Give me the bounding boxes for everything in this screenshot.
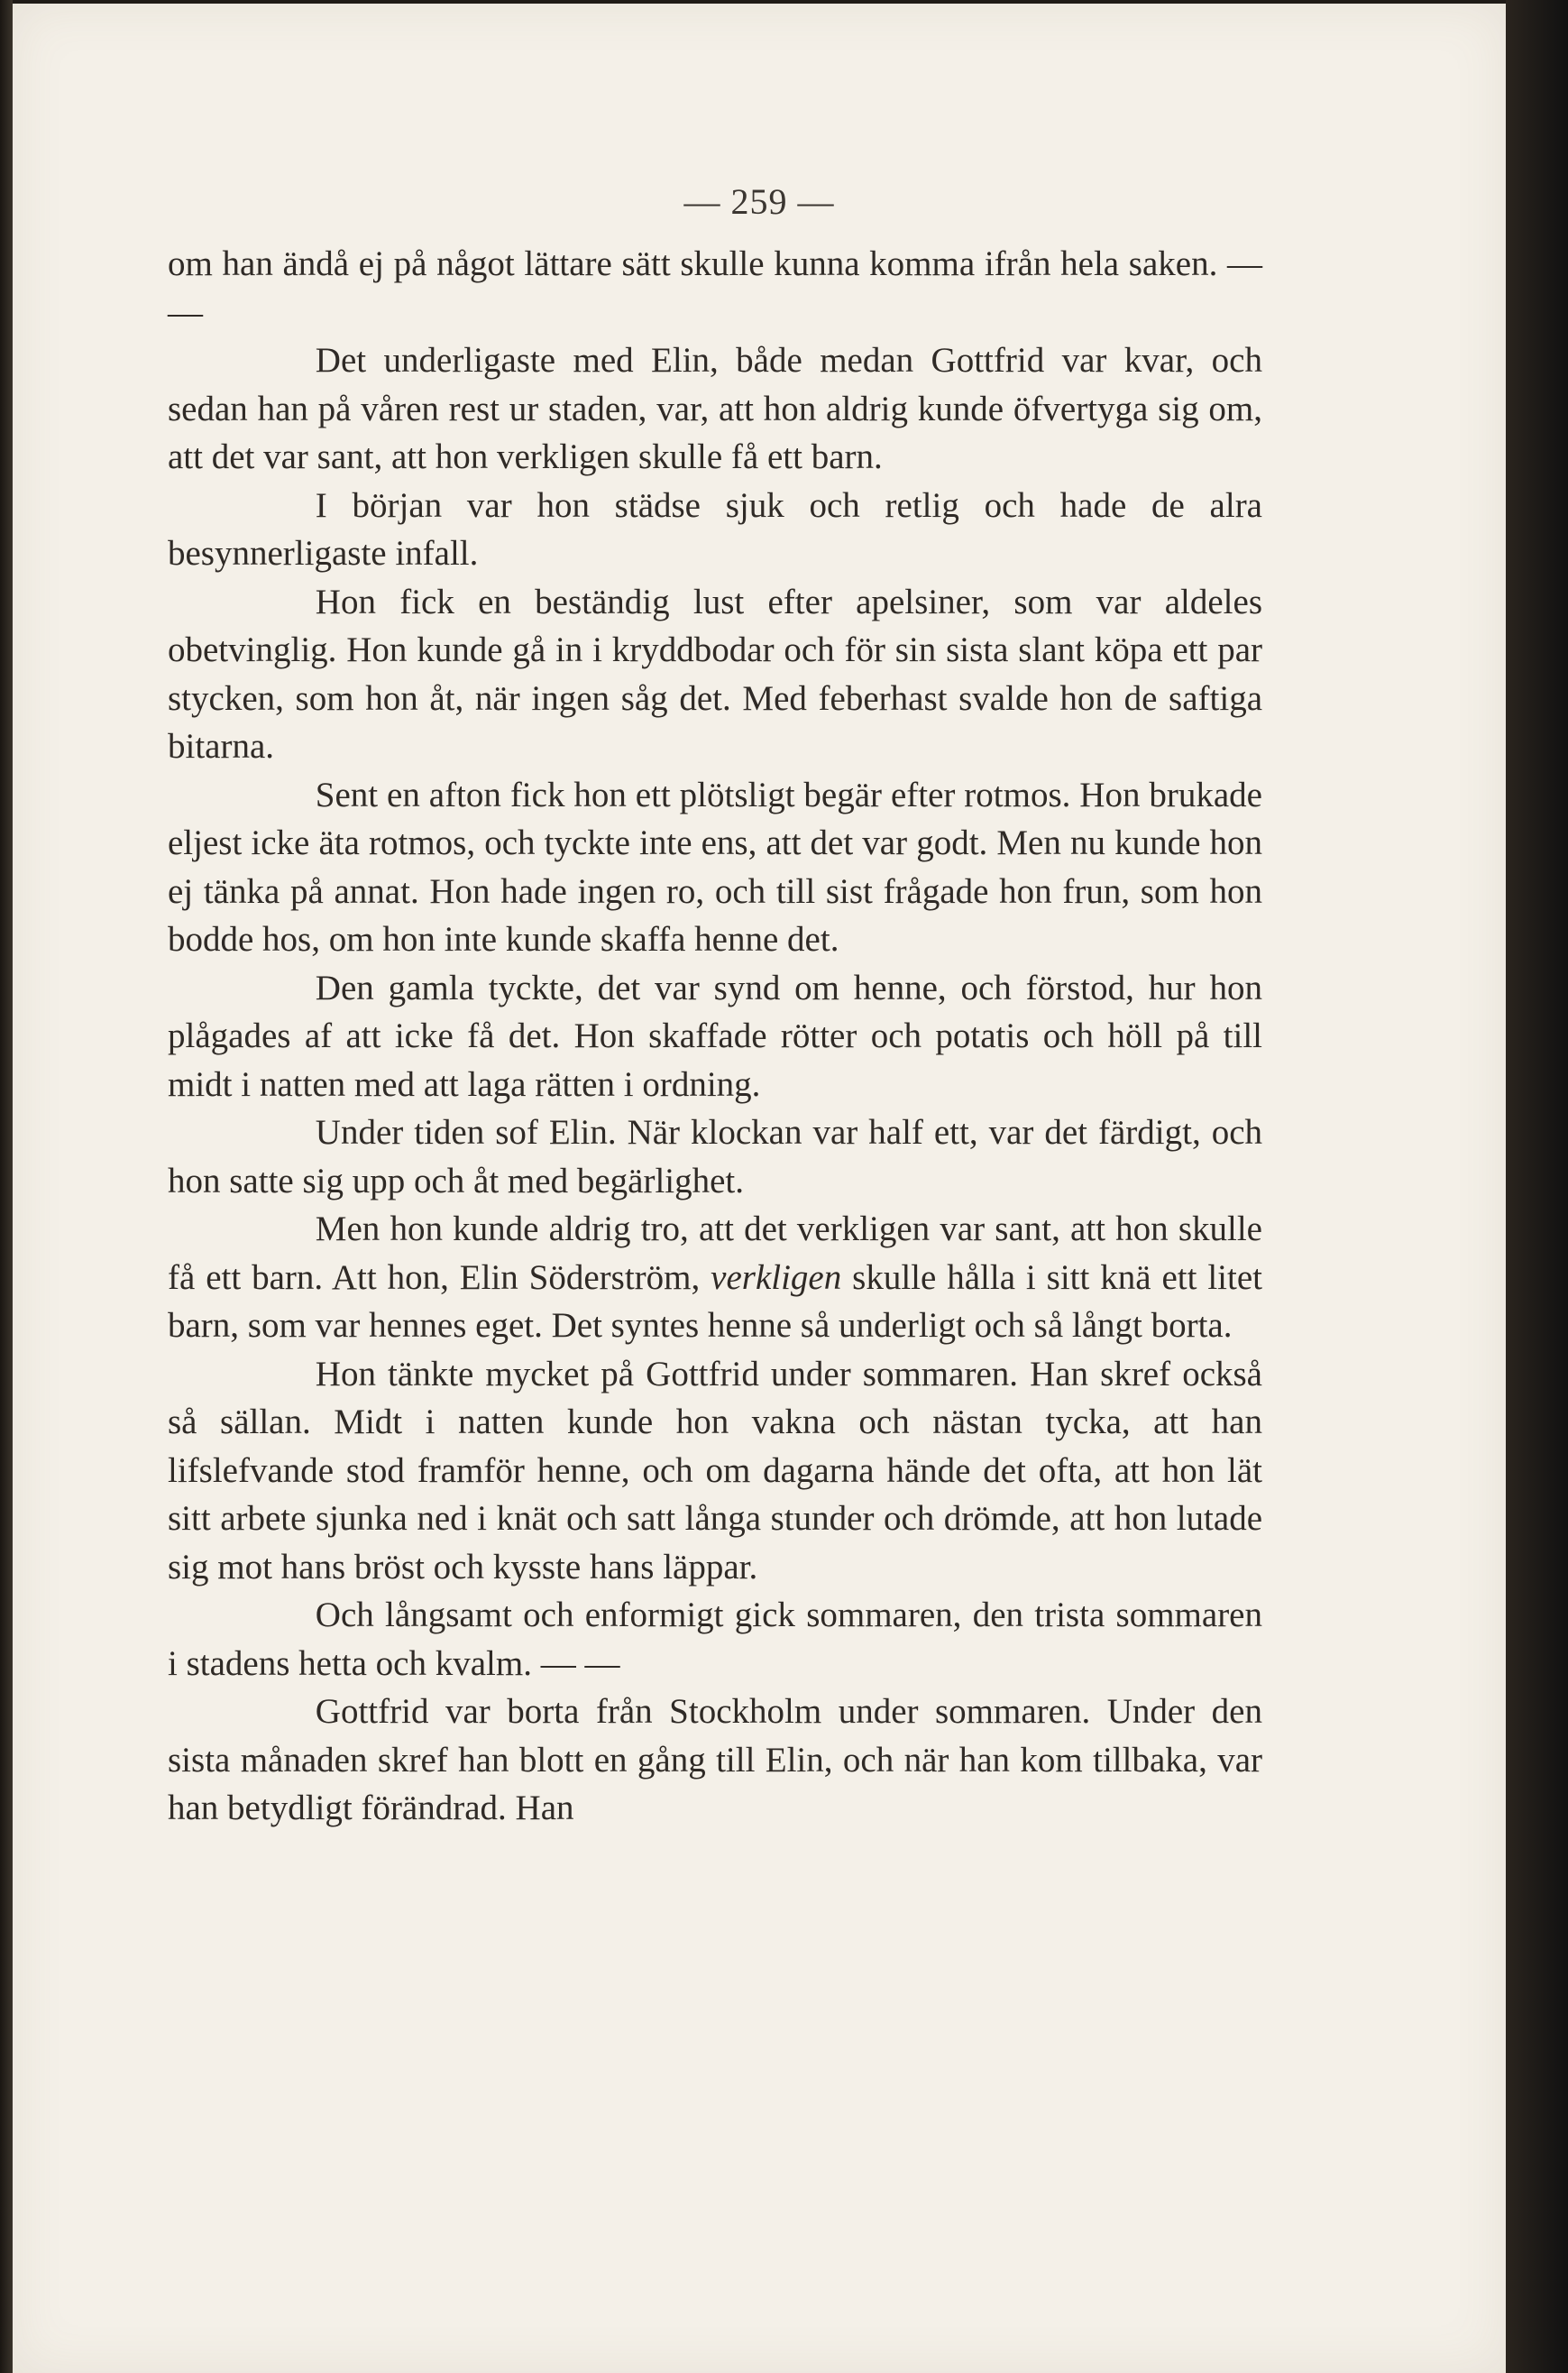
page-number: — 259 — [683,181,835,222]
paragraph-3: I början var hon städse sjuk och retlig och hade de alra besynnerligaste infall. [168,485,1262,573]
paragraph-9: Hon tänkte mycket på Gottfrid under sommaren. Han skref också så sällan. Midt i natten kunde hon vakna och nästan tycka, att han lifslefvande stod framför henne, och om dagarna hände det ofta, att hon lät sitt arbete sjunka ned i knät och satt långa stunder och drömde, att hon lutade sig mot hans bröst och kysste hans läppar. [168,1354,1262,1587]
body-text [168,240,1262,1833]
paragraph-10: Och långsamt och enformigt gick sommaren, den trista sommaren i stadens hetta och kvalm. — — [168,1596,1262,1683]
paragraph-8-before: Men hon kunde aldrig tro, att det verkligen var sant, att hon skulle få ett barn. Att hon, Elin Söderström, [168,1209,1262,1297]
right-page-edge [1506,0,1568,2373]
paragraph-8-after: skulle hålla i sitt knä ett litet barn, som var hennes eget. Det syntes henne så underligt och så långt borta. [168,1257,1262,1345]
page-sheet [13,4,1506,2373]
paragraph-1: om han ändå ej på något lättare sätt skulle kunna komma ifrån hela saken. — — [168,244,1262,332]
binding-edge [0,0,13,2373]
paragraph-11: Gottfrid var borta från Stockholm under sommaren. Under den sista månaden skref han blott en gång till Elin, och när han kom tillbaka, var han betydligt förändrad. Han [168,1692,1262,1827]
paragraph-5: Sent en afton fick hon ett plötsligt begär efter rotmos. Hon brukade eljest icke äta rotmos, och tyckte inte ens, att det var godt. Men nu kunde hon ej tänka på annat. Hon hade ingen ro, och till sist frågade hon frun, som hon bodde hos, om hon inte kunde skaffa henne det. [168,775,1262,959]
paragraph-7: Under tiden sof Elin. När klockan var half ett, var det färdigt, och hon satte sig upp och åt med begärlighet. [168,1113,1262,1200]
paragraph-4: Hon fick en beständig lust efter apelsiner, som var aldeles obetvinglig. Hon kunde gå in i kryddbodar och för sin sista slant köpa ett par stycken, som hon åt, när ingen såg det. Med feberhast svalde hon de saftiga bitarna. [168,582,1262,766]
paragraph-8-emphasis: verkligen [711,1257,842,1297]
paragraph-8 [168,1205,1262,1350]
paragraph-2: Det underligaste med Elin, både medan Gottfrid var kvar, och sedan han på våren rest ur staden, var, att hon aldrig kunde öfvertyga sig om, att det var sant, att hon verkligen skulle få ett barn. [168,341,1262,476]
paragraph-6: Den gamla tyckte, det var synd om henne, och förstod, hur hon plågades af att icke få det. Hon skaffade rötter och potatis och höll på till midt i natten med att laga rätten i ordning. [168,968,1262,1104]
